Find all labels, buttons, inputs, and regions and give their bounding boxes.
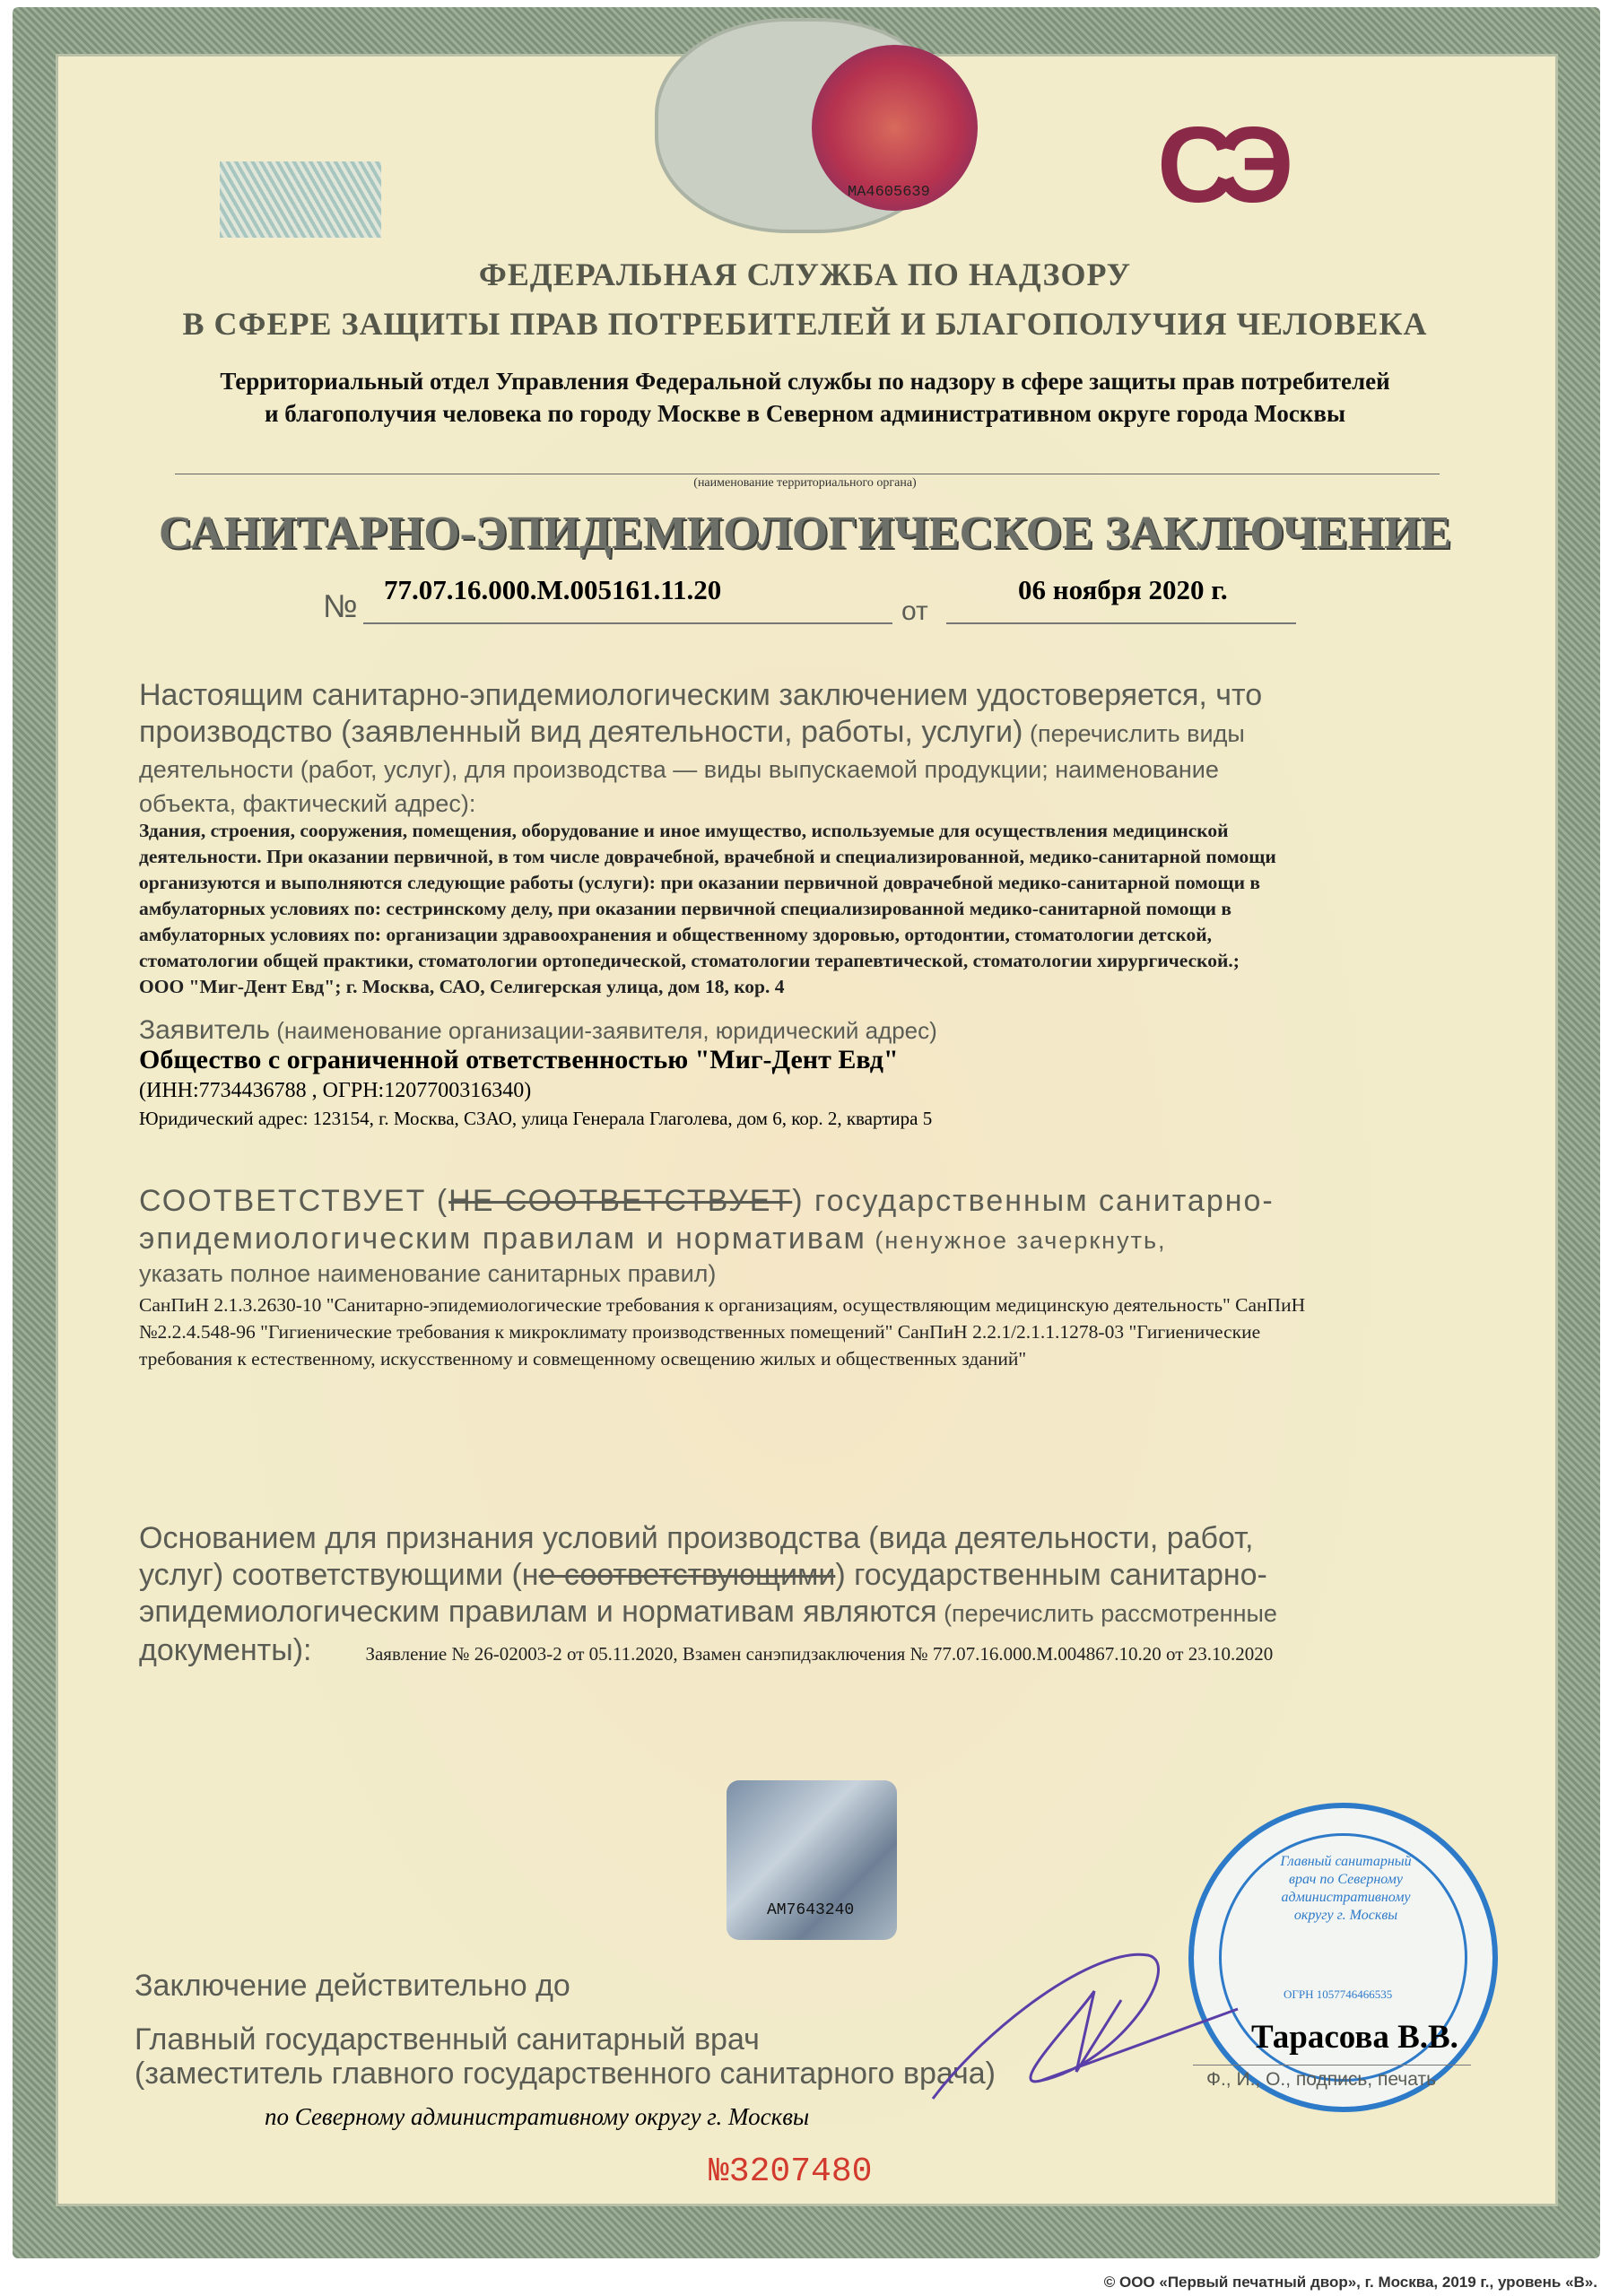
applicant-ids: (ИНН:7734436788 , ОГРН:1207700316340): [139, 1079, 532, 1102]
intro-line: объекта, фактический адрес):: [139, 790, 476, 817]
territorial-body-2: и благополучия человека по городу Москве в Северном административном округе города Москвы: [264, 400, 1346, 427]
text-line: ООО "Миг-Дент Евд"; г. Москва, САО, Селигерская улица, дом 18, кор. 4: [139, 976, 785, 997]
activity-description: [139, 818, 1502, 1000]
basis-line: [139, 1632, 1484, 1673]
intro-line: Настоящим санитарно-эпидемиологическим заключением удостоверяется, что: [139, 678, 1263, 712]
text: (ненужное зачеркнуть,: [866, 1227, 1167, 1254]
compliance-line: указать полное наименование санитарных правил): [139, 1260, 717, 1287]
stamp-ogrn: ОГРН 1057746466535: [1284, 1987, 1393, 2001]
document-date: 06 ноября 2020 г.: [1018, 574, 1228, 605]
text: эпидемиологическим правилам и нормативам: [139, 1222, 866, 1256]
printer-credit: © ООО «Первый печатный двор», г. Москва, 2019 г., уровень «В».: [1103, 2274, 1597, 2291]
hologram-code: AM7643240: [767, 1901, 855, 1919]
struck-text: е соответствующими: [538, 1558, 836, 1592]
applicant-label-row: [139, 1015, 937, 1046]
stamp-text: Главный санитарный врач по Северному административному округу г. Москвы: [1280, 1854, 1412, 1923]
signature-line: [1193, 2065, 1471, 2066]
text: эпидемиологическим правилам и нормативам являются: [139, 1595, 937, 1629]
valid-until-label: Заключение действительно до: [135, 1969, 570, 2003]
text: (перечислить виды: [1023, 720, 1245, 747]
basis-line: Основанием для признания условий производства (вида деятельности, работ,: [139, 1521, 1254, 1555]
compliance-line: [139, 1220, 1484, 1259]
hologram-sticker-icon: [727, 1780, 897, 1940]
text-line: деятельности. При оказании первичной, в том числе доврачебной, врачебной и специализированной, медико-санитарной помощи: [139, 846, 1276, 867]
chief-title: Главный государственный санитарный врач: [135, 2022, 760, 2057]
deputy-title: (заместитель главного государственного санитарного врача): [135, 2057, 996, 2091]
intro-line: [139, 714, 1484, 752]
struck-text: НЕ СООТВЕТСТВУЕТ: [448, 1184, 793, 1218]
basis-line: [139, 1557, 1484, 1594]
text: ) государственным санитарно-: [792, 1184, 1275, 1218]
signature-icon: [915, 1919, 1256, 2117]
text-line: Здания, строения, сооружения, помещения, оборудование и иное имущество, используемые для осуществления медицинской: [139, 820, 1229, 841]
text-line: СанПиН 2.1.3.2630-10 "Санитарно-эпидемиологические требования к организациям, осуществляющим медицинскую деятельность" СанПиН: [139, 1294, 1306, 1316]
compliance-text: [139, 1182, 1484, 1288]
intro-text: [139, 677, 1484, 821]
compliance-line: [139, 1182, 1484, 1220]
applicant-address: Юридический адрес: 123154, г. Москва, СЗАО, улица Генерала Глаголева, дом 6, кор. 2, квартира 5: [139, 1108, 933, 1129]
text-line: №2.2.4.548-96 "Гигиенические требования к микроклимату производственных помещений" СанПиН 2.2.1/2.1.1.1278-03 "Гигиенические: [139, 1321, 1261, 1343]
applicant-note: (наименование организации-заявителя, юридический адрес): [269, 1017, 937, 1044]
district-text: по Северному административному округу г. Москвы: [265, 2103, 810, 2130]
intro-line: деятельности (работ, услуг), для производства — виды выпускаемой продукции; наименование: [139, 756, 1219, 783]
document-number: 77.07.16.000.М.005161.11.20: [384, 574, 722, 605]
text: (перечислить рассмотренные: [936, 1600, 1277, 1627]
text: производство (заявленный вид деятельности, работы, услуги): [139, 715, 1023, 749]
territorial-caption: (наименование территориального органа): [693, 476, 917, 490]
hologram-seal-icon: [812, 45, 978, 211]
applicant-name: Общество с ограниченной ответственностью "Миг-Дент Евд": [139, 1045, 899, 1074]
se-logo-icon: СЭ: [1157, 105, 1278, 225]
date-label: от: [901, 596, 928, 626]
basis-text: [139, 1520, 1484, 1673]
territorial-body-1: Территориальный отдел Управления Федеральной службы по надзору в сфере защиты прав потребителей: [220, 368, 1390, 395]
sanitary-rules: [139, 1292, 1502, 1372]
text: документы):: [139, 1633, 312, 1667]
text-line: амбулаторных условиях по: сестринскому делу, при оказании первичной специализированной медико-санитарной помощи в: [139, 898, 1232, 919]
text-line: организуются и выполняются следующие работы (услуги): при оказании первичной доврачебной медико-санитарной помощи в: [139, 872, 1260, 893]
basis-line: [139, 1594, 1484, 1632]
text: услуг) соответствующими (н: [139, 1558, 539, 1592]
hologram-code: MA4605639: [848, 184, 930, 201]
applicant-label: Заявитель: [139, 1015, 270, 1045]
text: ) государственным санитарно-: [835, 1558, 1267, 1592]
text-line: требования к естественному, искусственному и совмещенному освещению жилых и общественных зданий": [139, 1348, 1027, 1370]
agency-title-2: В СФЕРЕ ЗАЩИТЫ ПРАВ ПОТРЕБИТЕЛЕЙ И БЛАГОПОЛУЧИЯ ЧЕЛОВЕКА: [182, 306, 1428, 342]
security-pattern-patch: [220, 161, 381, 238]
text-line: стоматологии общей практики, стоматологии ортопедической, стоматологии терапевтической, стоматологии хирургической.;: [139, 950, 1240, 971]
text: СООТВЕТСТВУЕТ (: [139, 1184, 449, 1218]
text-line: амбулаторных условиях по: организации здравоохранения и общественному здоровью, ортодонтии, стоматологии детской,: [139, 924, 1213, 945]
basis-documents: Заявление № 26-02003-2 от 05.11.2020, Взамен санэпидзаключения № 77.07.16.000.М.004867.10.20 от 23.10.2020: [365, 1643, 1274, 1665]
document-title: САНИТАРНО-ЭПИДЕМИОЛОГИЧЕСКОЕ ЗАКЛЮЧЕНИЕ: [158, 508, 1452, 559]
agency-title-1: ФЕДЕРАЛЬНАЯ СЛУЖБА ПО НАДЗОРУ: [478, 257, 1132, 292]
form-number: №3207480: [709, 2152, 873, 2191]
signature-caption: Ф., И., О., подпись, печать: [1206, 2069, 1437, 2090]
number-label: №: [323, 587, 358, 624]
signatory-name: Тарасова В.В.: [1251, 2019, 1458, 2056]
